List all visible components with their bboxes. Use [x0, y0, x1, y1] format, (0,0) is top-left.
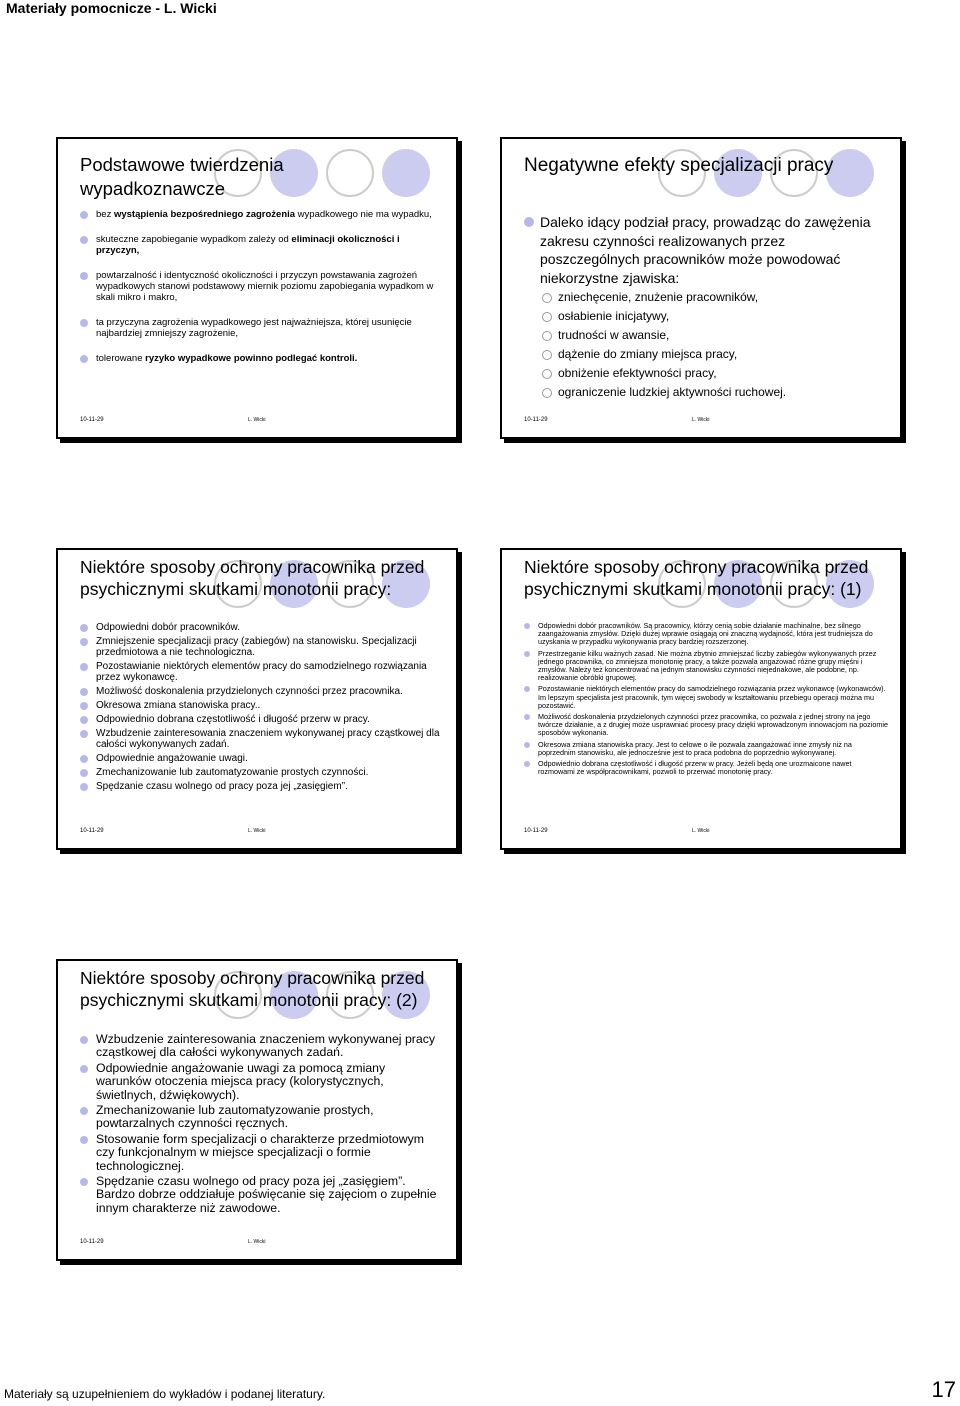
- list-item: Spędzanie czasu wolnego od pracy poza jej „zasięgiem”. Bardzo dobrze oddziałuje poświęcanie się zajęciom o zupełnie innym charakterze niż zawodowe.: [80, 1175, 442, 1215]
- list-item: Zmechanizowanie lub zautomatyzowanie prostych, powtarzalnych czynności ręcznych.: [80, 1104, 442, 1131]
- list-item: Wzbudzenie zainteresowania znaczeniem wykonywanej pracy cząstkowej dla całości wykonywanych zadań.: [80, 728, 442, 750]
- circle-bullet-icon: [542, 350, 552, 360]
- sub-list-item: dążenie do zmiany miejsca pracy,: [524, 345, 886, 364]
- bullet-icon: [524, 623, 530, 629]
- list-item: Spędzanie czasu wolnego od pracy poza jej „zasięgiem”.: [80, 781, 442, 792]
- list-item: Pozostawianie niektórych elementów pracy do samodzielnego rozwiązania przez wykonawcę.: [80, 661, 442, 683]
- circle-bullet-icon: [542, 331, 552, 341]
- slide-title: Niektóre sposoby ochrony pracownika przed psychicznymi skutkami monotonii pracy: (2): [80, 968, 425, 1010]
- sub-list-item: trudności w awansie,: [524, 326, 886, 345]
- bullet-icon: [80, 663, 88, 671]
- slide-1: [56, 137, 458, 439]
- sub-list-item: ograniczenie ludzkiej aktywności ruchowej.: [524, 383, 886, 402]
- bullet-icon: [80, 272, 88, 280]
- list-item: Okresowa zmiana stanowiska pracy. Jest to celowe o ile pozwala zaangażować inne zmysły niż na poprzednim stanowisku, ale jednocześnie jest to praca podobna do poprzednio wykonywanej.: [524, 741, 890, 757]
- slide-author: L. Wicki: [248, 417, 266, 423]
- list-item: Odpowiedni dobór pracowników.: [80, 622, 442, 633]
- circle-outline-icon: [326, 149, 374, 197]
- slide-3: [56, 548, 458, 850]
- list-item: ta przyczyna zagrożenia wypadkowego jest najważniejsza, której usunięcie najbardziej zmniejszy zagrożenie,: [80, 317, 442, 339]
- list-item: Odpowiedni dobór pracowników. Są pracownicy, którzy cenią sobie działanie machinalne, bez silnego zaangażowania zmysłów. Dzięki dużej wprawie osiągają oni znaczną wydajność, która jest trudniejsza do uzyskania w przypadku wykonywania pracy bardziej rozszerzonej.: [524, 622, 890, 647]
- bullet-icon: [80, 638, 88, 646]
- bullet-icon: [80, 1065, 88, 1073]
- slide-author: L. Wicki: [248, 1239, 266, 1245]
- sub-list-item: obniżenie efektywności pracy,: [524, 364, 886, 383]
- list-item: Zmechanizowanie lub zautomatyzowanie prostych czynności.: [80, 767, 442, 778]
- list-item: tolerowane ryzyko wypadkowe powinno podlegać kontroli.: [80, 353, 442, 364]
- list-item: Możliwość doskonalenia przydzielonych czynności przez pracownika.: [80, 686, 442, 697]
- page-number: 17: [931, 1377, 956, 1402]
- slide-date: 10-11-29: [80, 1239, 104, 1245]
- bullet-icon: [80, 319, 88, 327]
- bullet-icon: [80, 730, 88, 738]
- slide-2: [500, 137, 902, 439]
- list-item: Wzbudzenie zainteresowania znaczeniem wykonywanej pracy cząstkowej dla całości wykonywanych zadań.: [80, 1033, 442, 1060]
- bullet-icon: [80, 769, 88, 777]
- bullet-icon: [80, 783, 88, 791]
- bullet-icon: [80, 355, 88, 363]
- slide-date: 10-11-29: [524, 417, 548, 423]
- bullet-icon: [80, 702, 88, 710]
- bullet-icon: [524, 761, 530, 767]
- circle-bullet-icon: [542, 388, 552, 398]
- slide-content: [80, 1033, 442, 1215]
- bullet-icon: [80, 1107, 88, 1115]
- bullet-icon: [80, 755, 88, 763]
- bullet-icon: [524, 742, 530, 748]
- list-item: bez wystąpienia bezpośredniego zagrożenia wypadkowego nie ma wypadku,: [80, 209, 442, 220]
- circle-bullet-icon: [542, 293, 552, 303]
- slide-date: 10-11-29: [80, 828, 104, 834]
- list-item: powtarzalność i identyczność okoliczności i przyczyn powstawania zagrożeń wypadkowych stanowi podstawowy miernik poziomu zapobiegania wypadkom w skali mikro i makro,: [80, 270, 442, 303]
- sub-list-item: osłabienie inicjatywy,: [524, 307, 886, 326]
- bullet-icon: [80, 1136, 88, 1144]
- slide-title: Podstawowe twierdzenia wypadkoznawcze: [80, 154, 284, 199]
- list-item: Odpowiednio dobrana częstotliwość i długość przerw w pracy.: [80, 714, 442, 725]
- bullet-icon: [524, 651, 530, 657]
- list-item: Daleko idący podział pracy, prowadząc do zawężenia zakresu czynności realizowanych przez poszczególnych pracowników może powodować niekorzystne zjawiska:: [524, 213, 886, 287]
- slide-author: L. Wicki: [248, 828, 266, 834]
- bullet-icon: [80, 624, 88, 632]
- slide-content: [524, 622, 890, 776]
- slide-title: Niektóre sposoby ochrony pracownika przed psychicznymi skutkami monotonii pracy:: [80, 557, 425, 599]
- bullet-icon: [524, 217, 534, 227]
- circle-bullet-icon: [542, 312, 552, 322]
- bullet-icon: [80, 1178, 88, 1186]
- slide-date: 10-11-29: [80, 417, 104, 423]
- slide-author: L. Wicki: [692, 417, 710, 423]
- bullet-icon: [524, 686, 530, 692]
- list-item: Przestrzeganie kilku ważnych zasad. Nie można zbytnio zmniejszać liczby zabiegów wykonywanych przez jednego pracownika, co zmniejsza monotonię pracy, a także pozwala angażować różne grupy mięśni i zmysłów. Należy też koncentrować na jednym stanowisku czynności niejednakowe, ale podobne, np. realizowanie obróbki grupowej.: [524, 650, 890, 683]
- slide-content: [524, 213, 886, 402]
- circle-filled-icon: [382, 149, 430, 197]
- list-item: Możliwość doskonalenia przydzielonych czynności przez pracownika, co pozwala z jednej strony na jego twórcze działanie, a z drugiej może usprawniać procesy pracy dzięki wprowadzonym innowacjom na poziomie sposobów wykonania.: [524, 713, 890, 738]
- circle-bullet-icon: [542, 369, 552, 379]
- slide-5: [56, 959, 458, 1261]
- list-item: Zmniejszenie specjalizacji pracy (zabiegów) na stanowisku. Specjalizacji przedmiotowa a nie technologiczna.: [80, 636, 442, 658]
- slide-date: 10-11-29: [524, 828, 548, 834]
- bullet-icon: [524, 714, 530, 720]
- bullet-icon: [80, 236, 88, 244]
- list-item: Stosowanie form specjalizacji o charakterze przedmiotowym czy funkcjonalnym w miejsce specjalizacji o formie technologicznej.: [80, 1133, 442, 1173]
- bullet-icon: [80, 1036, 88, 1044]
- slide-content: [80, 622, 442, 792]
- document-header: Materiały pomocnicze - L. Wicki: [6, 0, 217, 16]
- list-item: skuteczne zapobieganie wypadkom zależy od eliminacji okoliczności i przyczyn,: [80, 234, 442, 256]
- bullet-icon: [80, 688, 88, 696]
- sub-list-item: zniechęcenie, znużenie pracowników,: [524, 288, 886, 307]
- list-item: Odpowiednie angażowanie uwagi za pomocą zmiany warunków otoczenia miejsca pracy (kolorystycznych, świetlnych, dźwiękowych).: [80, 1062, 442, 1102]
- slide-4: [500, 548, 902, 850]
- slide-author: L. Wicki: [692, 828, 710, 834]
- list-item: Okresowa zmiana stanowiska pracy..: [80, 700, 442, 711]
- document-footer: Materiały są uzupełnieniem do wykładów i podanej literatury.: [4, 1387, 326, 1401]
- list-item: Odpowiednie angażowanie uwagi.: [80, 753, 442, 764]
- bullet-icon: [80, 211, 88, 219]
- slide-title: Niektóre sposoby ochrony pracownika przed psychicznymi skutkami monotonii pracy: (1): [524, 557, 869, 599]
- bullet-icon: [80, 716, 88, 724]
- list-item: Odpowiednio dobrana częstotliwość i długość przerw w pracy. Jeżeli będą one urozmaicone nawet rozmowami ze współpracownikami, pozwoli to przerwać monotonię pracy.: [524, 760, 890, 776]
- list-item: Pozostawianie niektórych elementów pracy do samodzielnego rozwiązania przez wykonawcę (wykonawców). Im lepszym specjalista jest pracownik, tym więcej swobody w kształtowaniu przebiegu operacji można mu pozostawić.: [524, 685, 890, 710]
- slide-content: [80, 209, 442, 364]
- slide-title: Negatywne efekty specjalizacji pracy: [524, 155, 834, 176]
